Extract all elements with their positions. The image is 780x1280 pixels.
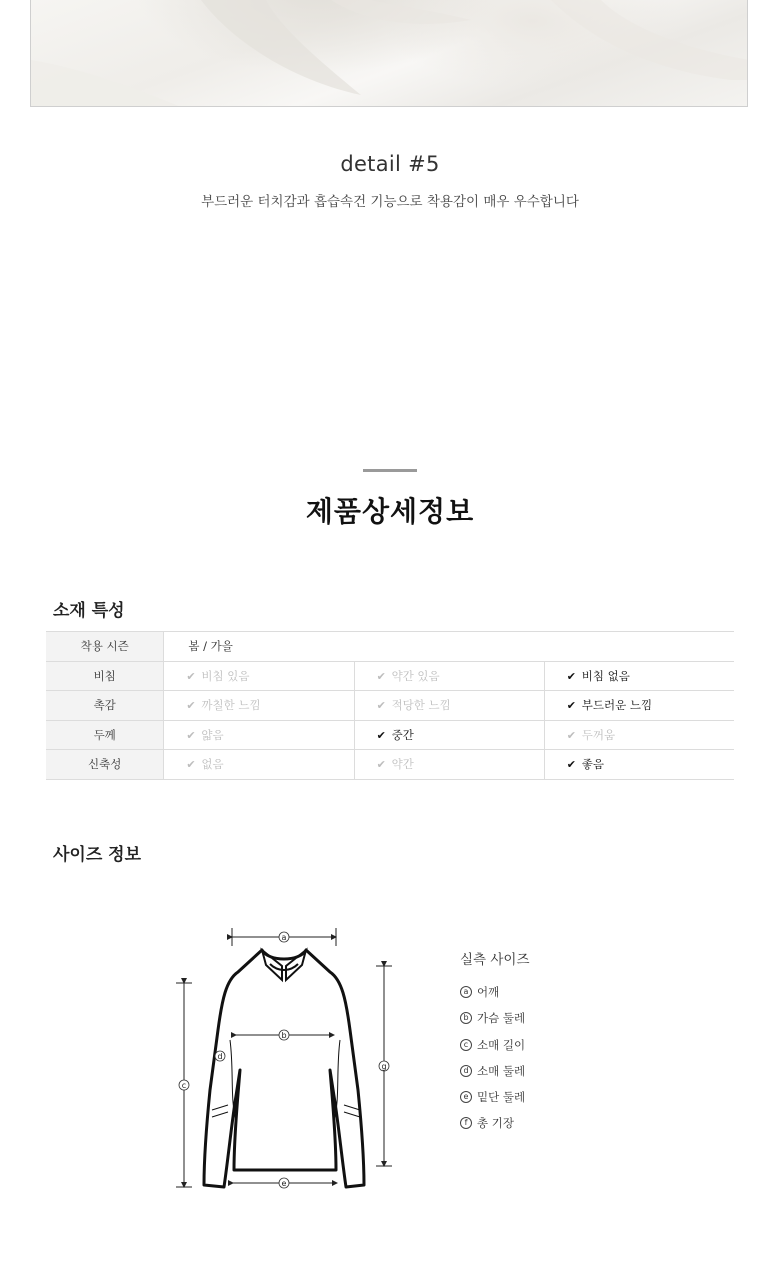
check-icon: ✔	[566, 699, 576, 713]
detail-title: detail #5	[340, 152, 440, 176]
table-row	[46, 632, 734, 662]
option-cell	[544, 720, 734, 750]
row-label: 촉감	[46, 691, 164, 721]
sweater-outline	[204, 950, 364, 1187]
check-icon: ✔	[376, 669, 386, 683]
check-icon: ✔	[186, 669, 196, 683]
option-cell	[544, 661, 734, 691]
option-cell	[354, 691, 544, 721]
option-cell	[164, 720, 354, 750]
legend-text: 소매 둘레	[477, 1063, 526, 1078]
label-shoulder: a	[281, 933, 287, 942]
section-divider	[363, 469, 417, 472]
option-label: 약간 있음	[391, 668, 440, 683]
label-total-length: g	[381, 1062, 387, 1071]
option-label: 적당한 느낌	[391, 698, 451, 713]
size-legend	[460, 948, 530, 1142]
legend-mark: e	[460, 1091, 472, 1103]
legend-text: 총 기장	[477, 1116, 514, 1131]
row-label: 착용 시즌	[46, 632, 164, 662]
check-icon: ✔	[376, 728, 386, 742]
table-row	[46, 750, 734, 780]
material-table	[46, 631, 734, 780]
option-label: 없음	[201, 757, 224, 772]
label-chest: b	[281, 1031, 287, 1040]
option-cell	[354, 661, 544, 691]
fabric-detail-photo	[30, 0, 748, 107]
legend-item	[460, 1010, 530, 1036]
option-label: 좋음	[581, 757, 604, 772]
option-label: 얇음	[201, 727, 224, 742]
option-label: 중간	[391, 727, 414, 742]
section-title: 제품상세정보	[305, 495, 475, 528]
legend-item	[460, 1115, 530, 1141]
season-value: 봄 / 가을	[164, 632, 734, 662]
option-cell	[164, 691, 354, 721]
label-hem: e	[281, 1179, 287, 1188]
option-cell	[164, 661, 354, 691]
legend-mark: a	[460, 986, 472, 998]
option-cell	[164, 750, 354, 780]
sleeve-creases	[212, 1040, 360, 1120]
dimension-lines	[176, 928, 392, 1187]
table-row	[46, 720, 734, 750]
check-icon: ✔	[376, 699, 386, 713]
legend-title: 실측 사이즈	[460, 952, 530, 968]
option-label: 까칠한 느낌	[201, 698, 261, 713]
table-row	[46, 661, 734, 691]
legend-mark: f	[460, 1117, 472, 1129]
table-row	[46, 691, 734, 721]
check-icon: ✔	[186, 699, 196, 713]
legend-text: 소매 길이	[477, 1037, 526, 1052]
legend-text: 어깨	[477, 985, 500, 999]
legend-item	[460, 1089, 530, 1115]
label-sleeve-width: d	[217, 1052, 223, 1061]
material-heading: 소재 특성	[53, 601, 125, 621]
legend-mark: d	[460, 1065, 472, 1077]
size-heading: 사이즈 정보	[53, 845, 142, 865]
check-icon: ✔	[186, 728, 196, 742]
row-label: 비침	[46, 661, 164, 691]
option-label: 두꺼움	[581, 727, 616, 742]
legend-mark: c	[460, 1039, 472, 1051]
label-sleeve-length: c	[181, 1081, 187, 1090]
legend-item	[460, 984, 530, 1010]
check-icon: ✔	[566, 669, 576, 683]
legend-item	[460, 1063, 530, 1089]
row-label: 두께	[46, 720, 164, 750]
garment-size-diagram	[170, 920, 410, 1200]
option-label: 약간	[391, 757, 414, 772]
legend-item	[460, 1037, 530, 1063]
option-label: 비침 없음	[581, 668, 630, 683]
legend-mark: b	[460, 1012, 472, 1024]
option-cell	[354, 750, 544, 780]
check-icon: ✔	[566, 728, 576, 742]
check-icon: ✔	[186, 758, 196, 772]
option-label: 부드러운 느낌	[581, 698, 653, 713]
legend-text: 밑단 둘레	[477, 1090, 526, 1105]
check-icon: ✔	[376, 758, 386, 772]
legend-text: 가슴 둘레	[477, 1011, 526, 1026]
option-cell	[354, 720, 544, 750]
option-cell	[544, 750, 734, 780]
detail-description: 부드러운 터치감과 흡습속건 기능으로 착용감이 매우 우수합니다	[201, 194, 579, 210]
option-label: 비침 있음	[201, 668, 250, 683]
row-label: 신축성	[46, 750, 164, 780]
check-icon: ✔	[566, 758, 576, 772]
fabric-folds	[31, 0, 748, 107]
collar	[262, 950, 306, 980]
option-cell	[544, 691, 734, 721]
